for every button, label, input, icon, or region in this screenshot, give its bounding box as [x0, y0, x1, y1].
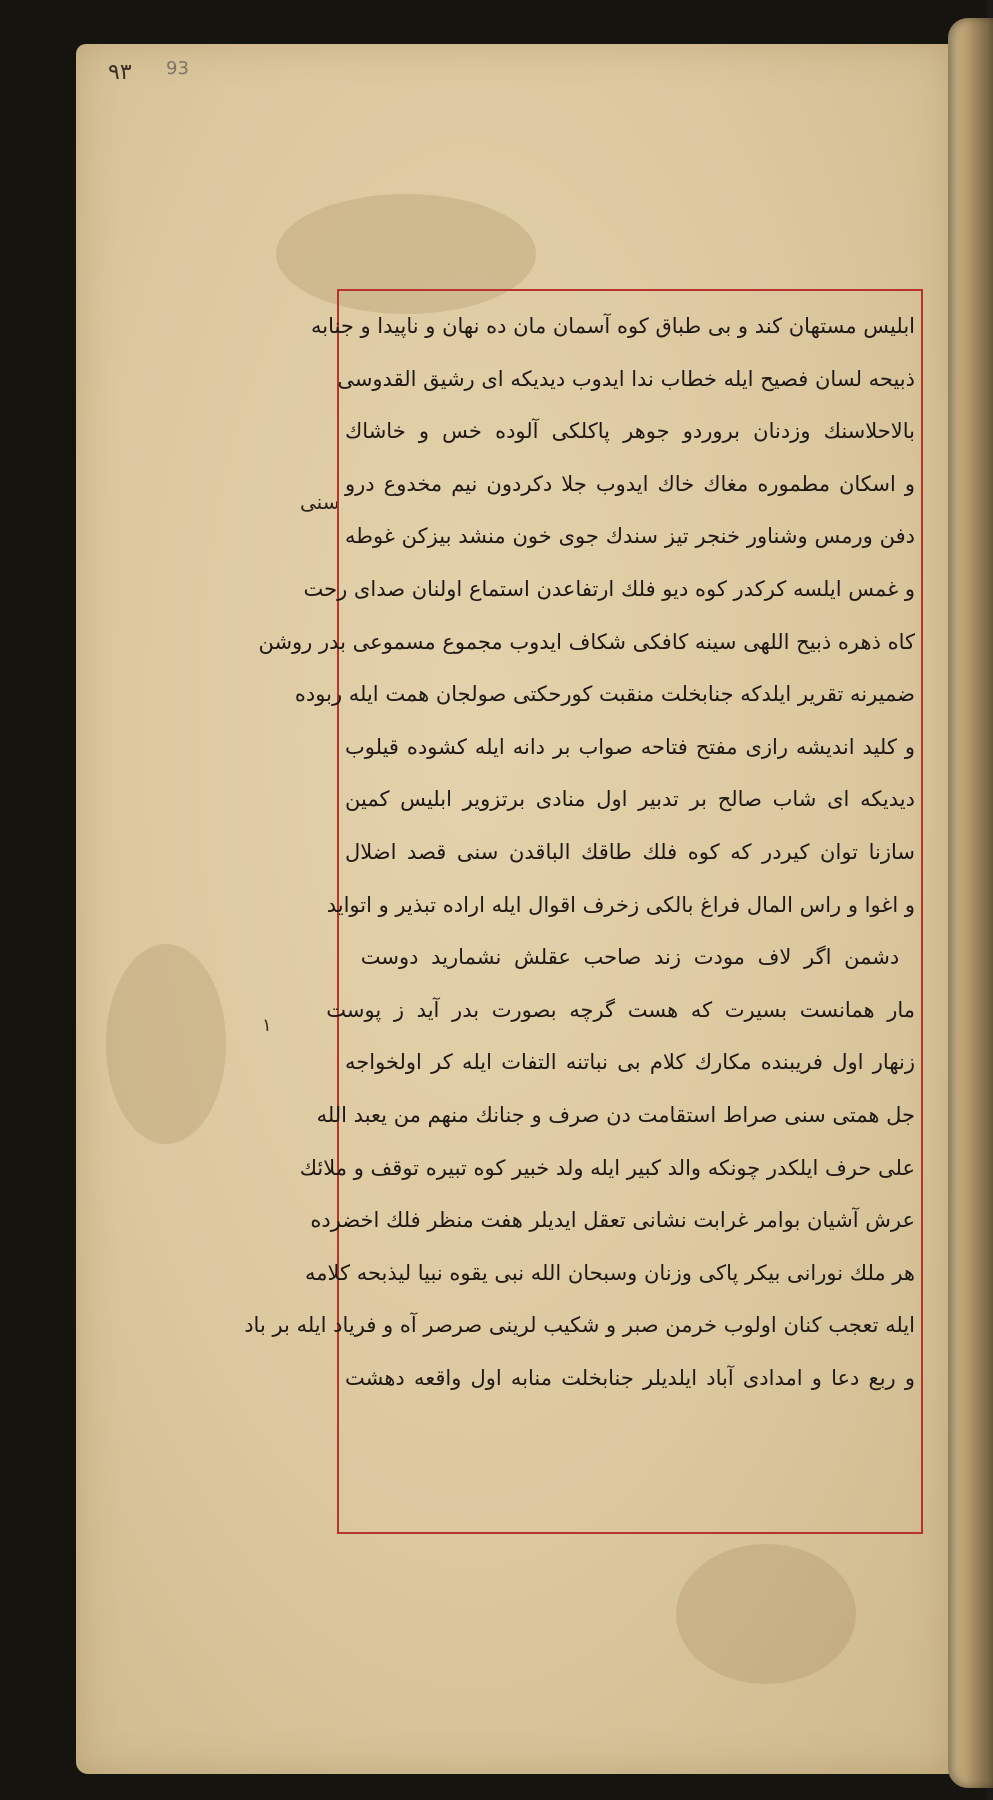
text-line: دیدیکه ای شاب صالح بر تدبیر اول منادی برتزویر ابلیس کمین: [345, 787, 915, 812]
text-line: ضمیرنه تقریر ایلدکه جنابخلت منقبت کورحکتی صولجان همت ایله ربوده: [294, 682, 915, 707]
paper-stain: [106, 944, 226, 1144]
text-line: دفن ورمس وشناور خنجر تیز سندك جوی خون منشد بیزکن غوطه: [345, 524, 915, 549]
text-line: هر ملك نورانی بیکر پاکی وزنان وسبحان الله نبی یقوه نبیا لیذبحه کلامه: [304, 1260, 915, 1285]
text-line: و اسکان مطموره مغاك خاك ایدوب جلا دکردون نیم مخدوع درو: [345, 471, 915, 496]
text-line: زنهار اول فریبنده مکارك کلام بی نباتنه التفات ایله کر اولخواجه: [345, 1050, 915, 1075]
text-line: ایله تعجب کنان اولوب خرمن صبر و شکیب لرینی صرصر آه و فریاد ایله بر باد: [244, 1313, 915, 1338]
text-line: بالاحلاسنك وزدنان بروردو جوهر پاکلکی آلوده خس و خاشاك: [345, 419, 915, 444]
paper-stain: [676, 1544, 856, 1684]
margin-note: سنی: [300, 490, 340, 514]
folio-number: ٩٣: [108, 60, 132, 85]
text-line: علی حرف ایلکدر چونکه والد کبیر ایله ولد خبیر کوه تبیره توقف و ملائك: [299, 1155, 915, 1180]
folio-number-pencil: 93: [166, 58, 189, 79]
text-line: جل همتی سنی صراط استقامت دن صرف و جنانك منهم من یعبد الله: [316, 1102, 915, 1127]
text-block: [244, 300, 915, 1528]
text-line: و کلید اندیشه رازی مفتح فتاحه صواب بر دانه ایله کشوده قیلوب: [345, 734, 915, 759]
text-line: کاه ذهره ذبیح اللهی سینه کافکی شکاف ایدوب مجموع مسموعی بدر روشن: [258, 629, 915, 654]
text-line: ابلیس مستهان کند و بی طباق کوه آسمان مان ده نهان و ناپیدا و جنابه: [311, 314, 915, 338]
facing-page-edge: [948, 18, 993, 1788]
text-line: ذبیحه لسان فصیح ایله خطاب ندا ایدوب دیدیکه ای رشیق القدوسی: [337, 366, 915, 391]
margin-mark: ۱: [262, 1015, 272, 1036]
verse-line: مار همانست بسیرت که هست گرچه بصورت بدر آید ز پوست: [326, 997, 915, 1022]
text-line: سازنا توان کیردر که کوه فلك طاقك الباقدن سنی قصد اضلال: [345, 839, 915, 864]
text-line: و اغوا و راس المال فراغ بالکی زخرف اقوال ایله اراده تبذیر و اتواید: [326, 892, 915, 917]
verse-line: دشمن اگر لاف مودت زند صاحب عقلش نشمارید دوست: [360, 945, 900, 970]
text-line: و ربع دعا و امدادی آباد ایلدیلر جنابخلت منابه اول واقعه دهشت: [345, 1365, 915, 1390]
text-line: عرش آشیان بوامر غرابت نشانی تعقل ایدیلر هفت منظر فلك اخضرده: [310, 1208, 915, 1233]
text-line: و غمس ایلسه کرکدر کوه دیو فلك ارتفاعدن استماع اولنان صدای رحت: [303, 576, 915, 601]
